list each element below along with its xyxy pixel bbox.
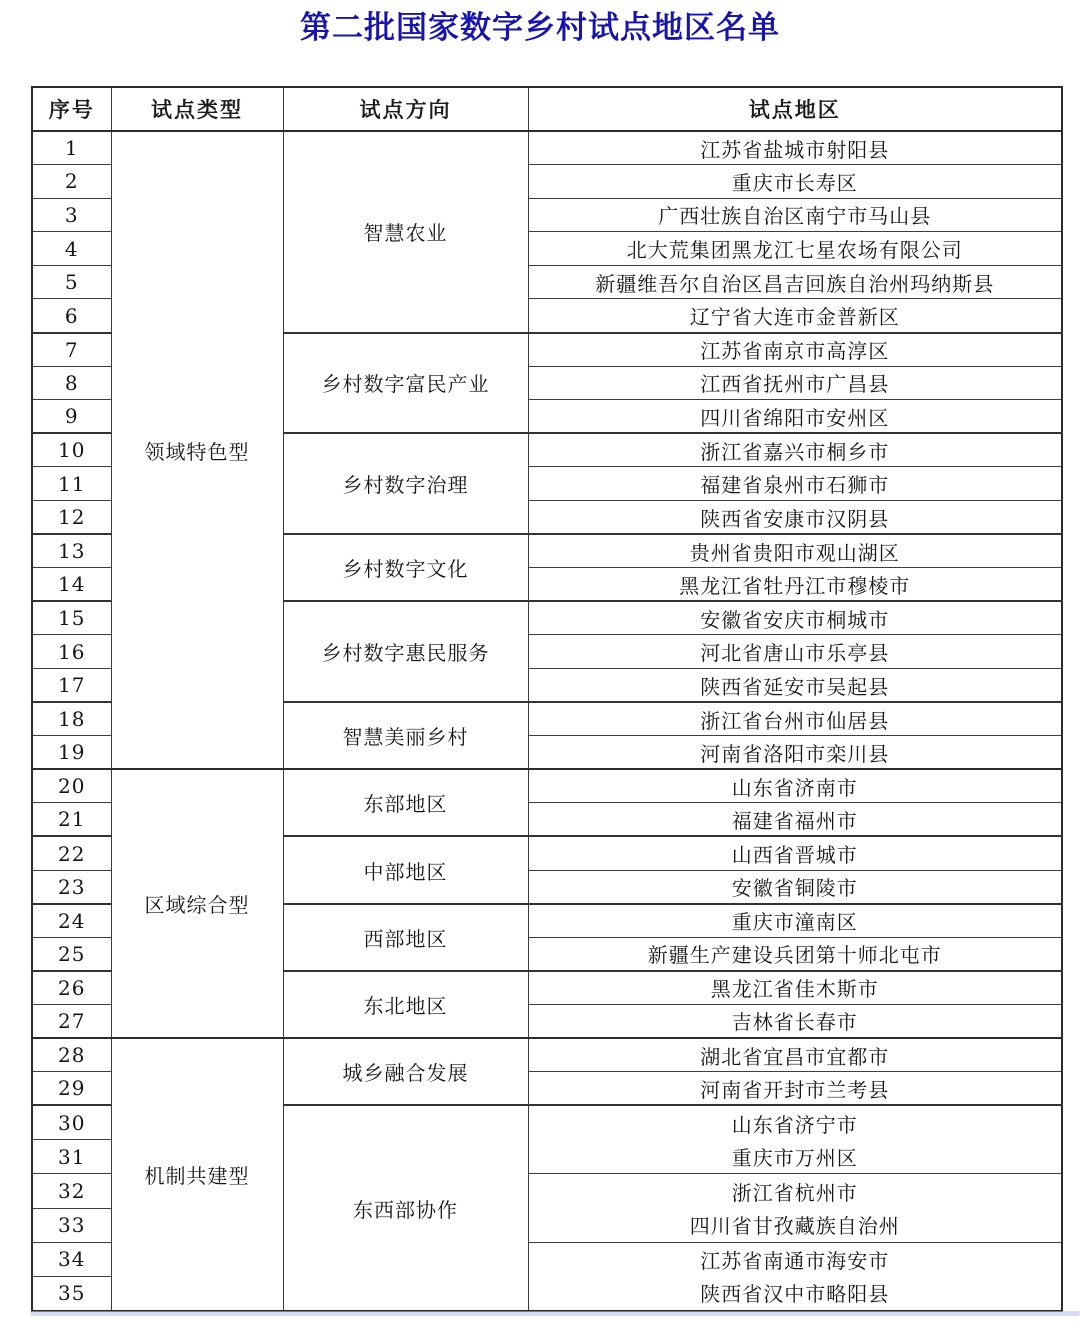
pilot-region-cell: 黑龙江省牡丹江市穆棱市 [528,568,1062,602]
pilot-region-cell: 黑龙江省佳木斯市 [528,971,1062,1005]
col-header-direction: 试点方向 [283,87,528,131]
row-number-cell: 8 [32,366,111,400]
pilot-region-cell: 辽宁省大连市金普新区 [528,299,1062,333]
pilot-region-cell: 陕西省延安市吴起县 [528,669,1062,703]
pilot-direction-cell: 西部地区 [283,904,528,971]
pilot-type-cell: 领域特色型 [111,131,283,769]
pilot-region-line: 重庆市万州区 [731,1146,858,1171]
col-header-index: 序号 [32,87,111,131]
row-number-cell: 29 [32,1072,111,1106]
table-row [32,131,1062,165]
col-header-type: 试点类型 [111,87,283,131]
row-number-cell: 31 [32,1140,111,1174]
row-number-cell: 4 [32,232,111,266]
pilot-region-cell [528,1242,1062,1311]
row-number-cell: 1 [32,131,111,165]
pilot-region-cell: 河南省洛阳市栾川县 [528,736,1062,770]
row-number-cell: 7 [32,333,111,367]
row-number-cell: 34 [32,1242,111,1276]
pilot-direction-cell: 乡村数字治理 [283,433,528,534]
row-number-cell: 25 [32,937,111,971]
table-header-row [32,87,1062,131]
row-number-cell: 6 [32,299,111,333]
row-number-cell: 20 [32,769,111,803]
table-row [32,1038,1062,1072]
pilot-region-cell [528,1105,1062,1174]
row-number-cell: 30 [32,1105,111,1139]
pilot-region-cell: 新疆维吾尔自治区昌吉回族自治州玛纳斯县 [528,265,1062,299]
row-number-cell: 24 [32,904,111,938]
row-number-cell: 11 [32,467,111,501]
pilot-region-cell: 四川省绵阳市安州区 [528,400,1062,434]
pilot-type-cell: 区域综合型 [111,769,283,1038]
pilot-areas-table [31,86,1063,1312]
pilot-region-line: 四川省甘孜藏族自治州 [689,1214,900,1239]
pilot-region-cell: 北大荒集团黑龙江七星农场有限公司 [528,232,1062,266]
row-number-cell: 13 [32,534,111,568]
pilot-direction-cell: 城乡融合发展 [283,1038,528,1105]
pilot-region-cell: 贵州省贵阳市观山湖区 [528,534,1062,568]
pilot-direction-cell: 东部地区 [283,769,528,836]
row-number-cell: 27 [32,1004,111,1038]
page-title: 第二批国家数字乡村试点地区名单 [300,10,780,45]
pilot-region-cell: 安徽省铜陵市 [528,870,1062,904]
row-number-cell: 28 [32,1038,111,1072]
pilot-region-line: 浙江省杭州市 [731,1180,858,1205]
row-number-cell: 3 [32,198,111,232]
bottom-divider [30,1311,1080,1316]
row-number-cell: 32 [32,1174,111,1208]
pilot-region-cell: 安徽省安庆市桐城市 [528,601,1062,635]
pilot-region-line: 江苏省南通市海安市 [700,1248,890,1273]
pilot-region-line: 陕西省汉中市略阳县 [700,1282,890,1307]
pilot-direction-cell: 东北地区 [283,971,528,1038]
pilot-direction-cell: 乡村数字富民产业 [283,333,528,434]
pilot-type-cell: 机制共建型 [111,1038,283,1311]
row-number-cell: 18 [32,702,111,736]
row-number-cell: 16 [32,635,111,669]
pilot-region-cell: 浙江省嘉兴市桐乡市 [528,433,1062,467]
pilot-region-cell: 江西省抚州市广昌县 [528,366,1062,400]
pilot-region-cell: 福建省泉州市石狮市 [528,467,1062,501]
pilot-region-cell: 山西省晋城市 [528,836,1062,870]
pilot-direction-cell: 乡村数字惠民服务 [283,601,528,702]
pilot-region-cell: 河北省唐山市乐亭县 [528,635,1062,669]
row-number-cell: 21 [32,803,111,837]
row-number-cell: 10 [32,433,111,467]
pilot-direction-cell: 东西部协作 [283,1105,528,1311]
row-number-cell: 12 [32,501,111,535]
pilot-region-line: 山东省济宁市 [731,1112,858,1137]
row-number-cell: 2 [32,165,111,199]
pilot-direction-cell: 乡村数字文化 [283,534,528,601]
pilot-region-cell: 新疆生产建设兵团第十师北屯市 [528,937,1062,971]
pilot-region-cell: 重庆市潼南区 [528,904,1062,938]
pilot-direction-cell: 智慧美丽乡村 [283,702,528,769]
row-number-cell: 15 [32,601,111,635]
table-row [32,769,1062,803]
pilot-region-cell: 吉林省长春市 [528,1004,1062,1038]
pilot-region-cell: 广西壮族自治区南宁市马山县 [528,198,1062,232]
pilot-region-cell: 陕西省安康市汉阴县 [528,501,1062,535]
row-number-cell: 33 [32,1208,111,1242]
pilot-region-cell [528,1174,1062,1242]
row-number-cell: 35 [32,1276,111,1310]
pilot-region-cell: 江苏省盐城市射阳县 [528,131,1062,165]
pilot-region-cell: 山东省济南市 [528,769,1062,803]
row-number-cell: 9 [32,400,111,434]
pilot-region-cell: 浙江省台州市仙居县 [528,702,1062,736]
row-number-cell: 19 [32,736,111,770]
row-number-cell: 22 [32,836,111,870]
pilot-region-cell: 福建省福州市 [528,803,1062,837]
pilot-region-cell: 重庆市长寿区 [528,165,1062,199]
row-number-cell: 5 [32,265,111,299]
row-number-cell: 14 [32,568,111,602]
pilot-direction-cell: 中部地区 [283,836,528,903]
row-number-cell: 26 [32,971,111,1005]
pilot-region-cell: 江苏省南京市高淳区 [528,333,1062,367]
pilot-region-cell: 河南省开封市兰考县 [528,1072,1062,1106]
pilot-region-cell: 湖北省宜昌市宜都市 [528,1038,1062,1072]
row-number-cell: 17 [32,669,111,703]
col-header-region: 试点地区 [528,87,1062,131]
pilot-direction-cell: 智慧农业 [283,131,528,333]
row-number-cell: 23 [32,870,111,904]
